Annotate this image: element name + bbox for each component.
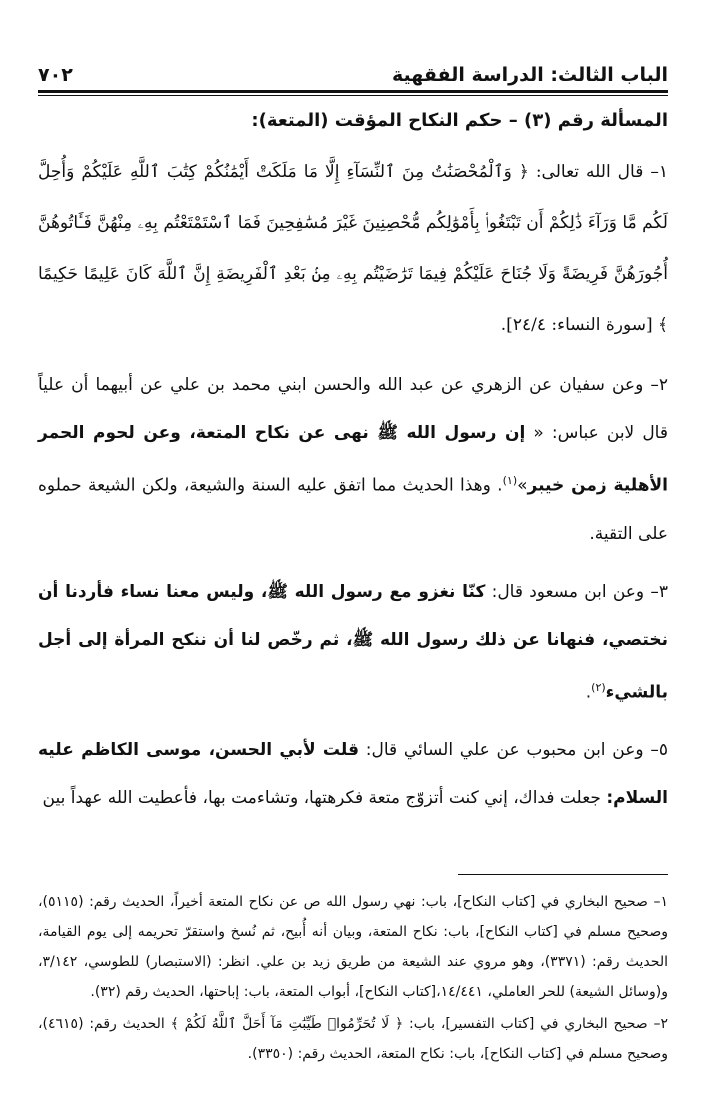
footnote-ref-2[interactable]: (٢) xyxy=(591,680,606,694)
question-title: المسألة رقم (٣) – حكم النكاح المؤقت (المتعة): xyxy=(251,110,668,131)
paragraph-5 xyxy=(38,726,668,822)
header-rule-thin xyxy=(38,95,668,96)
chapter-title: الباب الثالث: الدراسة الفقهية xyxy=(392,64,668,86)
paragraph-5-intro: ٥– وعن ابن محبوب عن علي السائي قال: xyxy=(358,740,668,761)
footnote-ref-1[interactable]: (١) xyxy=(502,474,518,487)
hadith-text-2: كنّا نغزو مع رسول الله ﷺ، وليس معنا نساء فأردنا أن نختصي، فنهانا عن ذلك رسول الله ﷺ، ثم رخّص لنا أن ننكح المرأة إلى أجل بالشيء xyxy=(38,581,668,703)
paragraph-1: ١– قال الله تعالى: ﴿ وَٱلْمُحْصَنَٰتُ مِنَ ٱلنِّسَآءِ إِلَّا مَا مَلَكَتْ أَيْمَٰنُكُمْ كِتَٰبَ ٱللَّهِ عَلَيْكُمْ وَأُحِلَّ لَكُم مَّا وَرَآءَ ذَٰلِكُمْ أَن تَبْتَغُوا۟ بِأَمْوَٰلِكُم مُّحْصِنِينَ غَيْرَ مُسَٰفِحِينَ فَمَا ٱسْتَمْتَعْتُم بِهِۦ مِنْهُنَّ فَـَٔاتُوهُنَّ أُجُورَهُنَّ فَرِيضَةً وَلَا جُنَاحَ عَلَيْكُمْ فِيمَا تَرَٰضَيْتُم بِهِۦ مِنۢ بَعْدِ ٱلْفَرِيضَةِ إِنَّ ٱللَّهَ كَانَ عَلِيمًا حَكِيمًا ﴾ [سورة النساء: ٢٤/٤]. xyxy=(38,162,668,335)
hadith-text-3: قلت لأبي الحسن، موسى الكاظم عليه السلام: xyxy=(38,740,668,809)
footnote-2: ٢– صحيح البخاري في [كتاب التفسير]، باب: ﴿ لَا تُحَرِّمُوا۟ طَيِّبَٰتِ مَآ أَحَلَّ ٱللَّهُ لَكُمْ ﴾ الحديث رقم: (٤٦١٥)، وصحيح مسلم في [كتاب النكاح]، باب: نكاح المتعة، الحديث رقم: (٣٣٥٠). xyxy=(38,1016,668,1063)
paragraph-5-rest: جعلت فداك، إني كنت أتزوّج متعة فكرهتها، وتشاءمت بها، فأعطيت الله عهداً بين xyxy=(42,788,607,809)
page-header xyxy=(38,0,668,90)
hadith-text-1: إن رسول الله ﷺ نهى عن نكاح المتعة، وعن لحوم الحمر الأهلية زمن خيبر xyxy=(38,423,668,496)
header-rule-thick xyxy=(38,90,668,93)
paragraph-2-intro: ٢– وعن سفيان عن الزهري عن عبد الله والحسن ابني محمد بن علي عن أبيهما أن علياً قال لابن عباس: « xyxy=(38,375,668,443)
paragraph-3-intro: ٣– وعن ابن مسعود قال: xyxy=(485,581,668,602)
paragraph-2-rest: . وهذا الحديث مما اتفق عليه السنة والشيعة، ولكن الشيعة حملوه على التقية. xyxy=(38,475,668,544)
footnotes xyxy=(38,887,668,1069)
paragraph-2 xyxy=(38,361,668,558)
footnote-separator xyxy=(458,874,668,875)
paragraph-3 xyxy=(38,568,668,717)
page-number: ٧٠٢ xyxy=(38,64,73,86)
footnote-1: ١– صحيح البخاري في [كتاب النكاح]، باب: نهي رسول الله ص عن نكاح المتعة أخيراً، الحديث رقم: (٥١١٥)، وصحيح مسلم في [كتاب النكاح]، باب: نكاح المتعة، وبيان أنه أُبيح، ثم نُسخ واستقرّ تحريمه إلى يوم القيامة، الحديث رقم: (٣٣٧١)، وهو مروي عند الشيعة من طريق زيد بن علي. انظر: (الاستبصار) للطوسي، ٣/١٤٢، و(وسائل الشيعة) للحر العاملي، ١٤/٤٤١،[كتاب النكاح]، أبواب المتعة، باب: إباحتها، الحديث رقم (٣٢). xyxy=(38,894,668,1001)
paragraph-3-end: . xyxy=(585,682,592,703)
quote-close: » xyxy=(517,475,528,496)
